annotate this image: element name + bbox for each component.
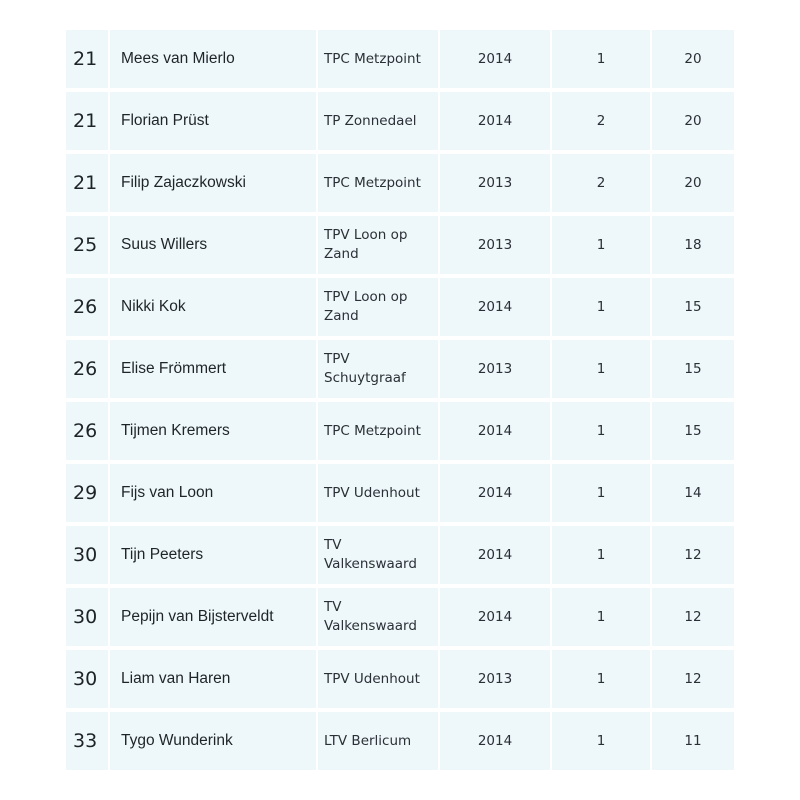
player-name-cell: Liam van Haren (110, 650, 318, 708)
tournament-count-cell: 1 (552, 30, 652, 88)
tournament-count-cell: 1 (552, 526, 652, 584)
club-cell: TPC Metzpoint (318, 30, 440, 88)
club-cell: TV Valkenswaard (318, 588, 440, 646)
table-row (66, 92, 734, 150)
points-cell: 12 (684, 547, 702, 563)
points-cell: 15 (684, 423, 702, 439)
birth-year-cell: 2014 (440, 588, 552, 646)
birth-year-cell: 2013 (440, 154, 552, 212)
points-cell: 15 (684, 361, 702, 377)
birth-year-cell: 2014 (440, 278, 552, 336)
points-cell: 12 (684, 609, 702, 625)
birth-year-cell: 2013 (440, 340, 552, 398)
rank-cell: 30 (66, 588, 110, 646)
club-cell: TPV Udenhout (318, 464, 440, 522)
tournament-count-cell: 1 (552, 650, 652, 708)
points-cell: 20 (684, 113, 702, 129)
tournament-count-cell: 1 (552, 278, 652, 336)
club-cell: TPV Udenhout (318, 650, 440, 708)
birth-year-cell: 2013 (440, 216, 552, 274)
tournament-count-cell: 1 (552, 340, 652, 398)
player-name-cell: Fijs van Loon (110, 464, 318, 522)
player-name-cell: Nikki Kok (110, 278, 318, 336)
table-row (66, 526, 734, 584)
table-row (66, 402, 734, 460)
player-name-cell: Pepijn van Bijsterveldt (110, 588, 318, 646)
table-row (66, 340, 734, 398)
tournament-count-cell: 2 (552, 92, 652, 150)
club-cell: TPV Loon op Zand (318, 278, 440, 336)
birth-year-cell: 2014 (440, 464, 552, 522)
rank-cell: 30 (66, 526, 110, 584)
rank-cell: 33 (66, 712, 110, 770)
tournament-count-cell: 1 (552, 402, 652, 460)
tournament-count-cell: 1 (552, 216, 652, 274)
points-cell: 20 (684, 175, 702, 191)
table-row (66, 216, 734, 274)
birth-year-cell: 2014 (440, 402, 552, 460)
club-cell: TPV Loon op Zand (318, 216, 440, 274)
ranking-table (66, 30, 734, 774)
tournament-count-cell: 1 (552, 712, 652, 770)
table-row (66, 588, 734, 646)
rank-cell: 26 (66, 402, 110, 460)
player-name-cell: Tijmen Kremers (110, 402, 318, 460)
rank-cell: 29 (66, 464, 110, 522)
birth-year-cell: 2014 (440, 92, 552, 150)
birth-year-cell: 2014 (440, 712, 552, 770)
player-name-cell: Mees van Mierlo (110, 30, 318, 88)
rank-cell: 21 (66, 30, 110, 88)
birth-year-cell: 2014 (440, 526, 552, 584)
rank-cell: 30 (66, 650, 110, 708)
rank-cell: 21 (66, 92, 110, 150)
points-cell: 18 (684, 237, 702, 253)
table-row (66, 278, 734, 336)
birth-year-cell: 2013 (440, 650, 552, 708)
player-name-cell: Suus Willers (110, 216, 318, 274)
tournament-count-cell: 1 (552, 588, 652, 646)
player-name-cell: Florian Prüst (110, 92, 318, 150)
club-cell: TP Zonnedael (318, 92, 440, 150)
rank-cell: 25 (66, 216, 110, 274)
club-cell: TPC Metzpoint (318, 154, 440, 212)
rank-cell: 26 (66, 278, 110, 336)
table-row (66, 650, 734, 708)
player-name-cell: Tygo Wunderink (110, 712, 318, 770)
points-cell: 20 (684, 51, 702, 67)
tournament-count-cell: 2 (552, 154, 652, 212)
table-row (66, 712, 734, 770)
rank-cell: 26 (66, 340, 110, 398)
table-row (66, 464, 734, 522)
club-cell: TPC Metzpoint (318, 402, 440, 460)
club-cell: TPV Schuytgraaf (318, 340, 440, 398)
player-name-cell: Tijn Peeters (110, 526, 318, 584)
points-cell: 14 (684, 485, 702, 501)
birth-year-cell: 2014 (440, 30, 552, 88)
tournament-count-cell: 1 (552, 464, 652, 522)
table-row (66, 154, 734, 212)
points-cell: 11 (684, 733, 702, 749)
player-name-cell: Filip Zajaczkowski (110, 154, 318, 212)
club-cell: TV Valkenswaard (318, 526, 440, 584)
points-cell: 15 (684, 299, 702, 315)
rank-cell: 21 (66, 154, 110, 212)
club-cell: LTV Berlicum (318, 712, 440, 770)
player-name-cell: Elise Frömmert (110, 340, 318, 398)
points-cell: 12 (684, 671, 702, 687)
table-row (66, 30, 734, 88)
